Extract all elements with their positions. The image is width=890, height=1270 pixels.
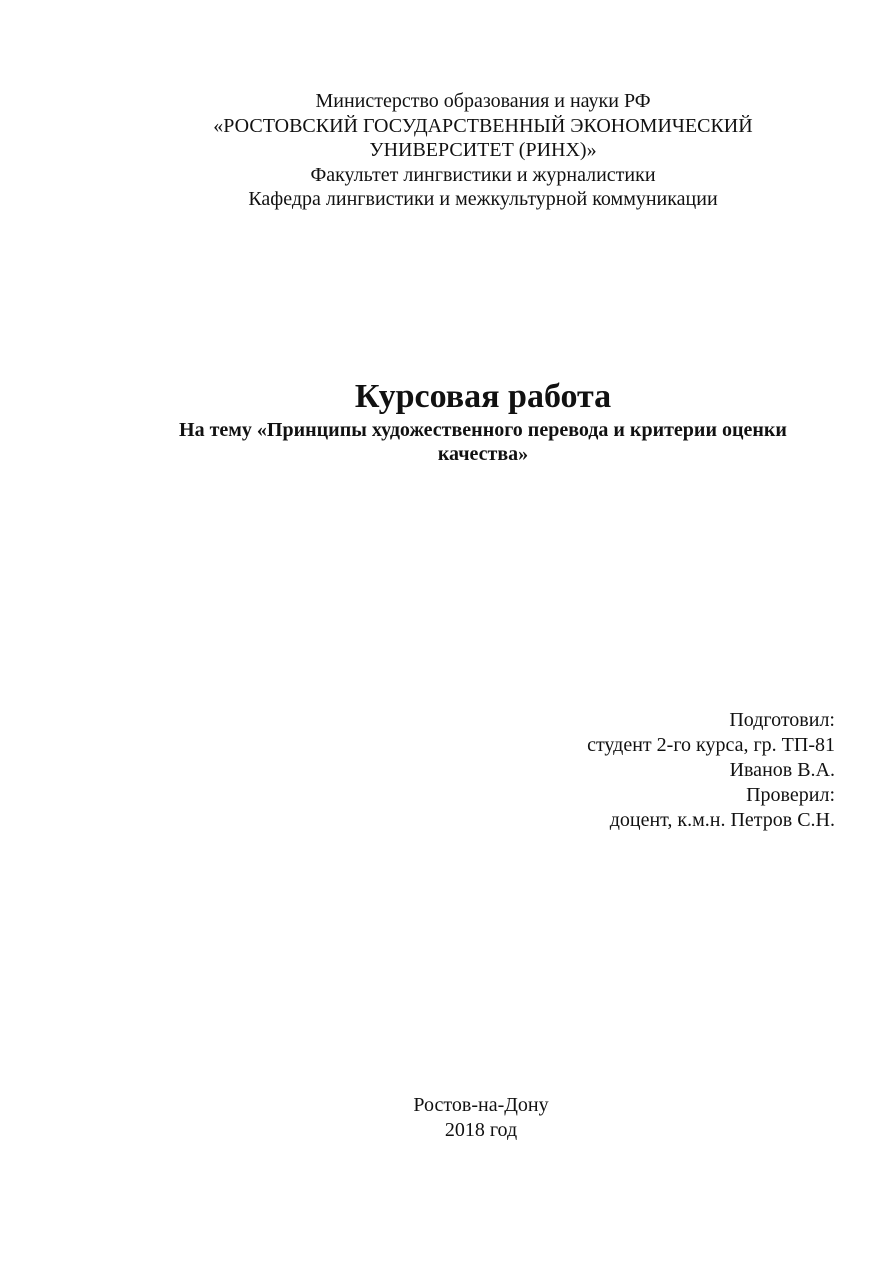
ministry-line: Министерство образования и науки РФ [315,90,651,112]
topic-line-2: качества» [437,443,529,465]
year-line: 2018 год [444,1119,518,1141]
faculty-line: Факультет лингвистики и журналистики [310,163,656,186]
checked-by-label: Проверил: [746,784,835,806]
prepared-by-label: Подготовил: [729,709,835,731]
document-title: Курсовая работа [354,378,612,415]
university-line-2: УНИВЕРСИТЕТ (РИНХ)» [369,139,597,161]
institution-header [0,89,890,212]
student-name: Иванов В.А. [729,759,835,781]
topic-line-1: На тему «Принципы художественного перевода и критерии оценки [179,419,787,441]
document-footer [0,1093,890,1143]
signature-block [587,708,835,833]
document-topic [0,418,890,466]
city-line: Ростов-на-Дону [413,1094,549,1116]
university-line-1: «РОСТОВСКИЙ ГОСУДАРСТВЕННЫЙ ЭКОНОМИЧЕСКИЙ [213,114,753,137]
department-line: Кафедра лингвистики и межкультурной коммуникации [248,188,718,210]
title-block [0,376,890,466]
student-info: студент 2-го курса, гр. ТП-81 [587,734,835,756]
supervisor-info: доцент, к.м.н. Петров С.Н. [609,809,835,831]
